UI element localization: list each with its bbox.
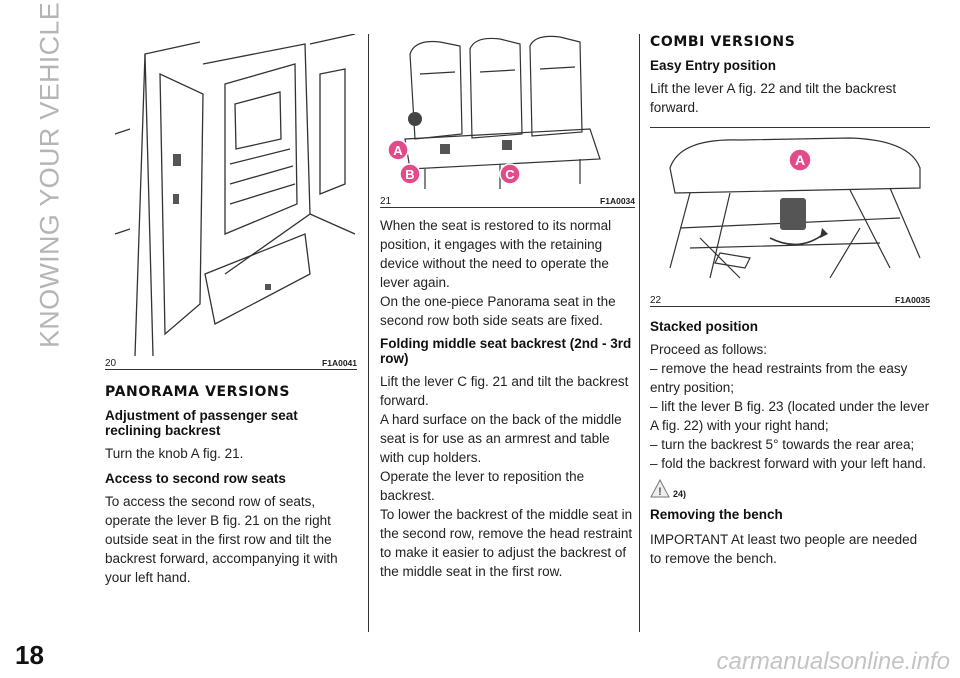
paragraph: When the seat is restored to its normal position, it engages with the retaining device without the need to operate the lever again. [380,218,612,290]
subheading: Stacked position [650,319,759,334]
figure-code: F1A0034 [600,196,635,206]
paragraph: To access the second row of seats, operate the lever B fig. 21 on the right outside seat in the first row and tilt the backrest forward, accompanying it with your left hand. [105,494,338,585]
paragraph: On the one-piece Panorama seat in the second row both side seats are fixed. [380,294,616,328]
section-heading: PANORAMA VERSIONS [105,384,291,400]
paragraph: IMPORTANT At least two people are needed to remove the bench. [650,532,918,566]
figure-number: 21 [380,196,392,207]
column-2 [380,34,635,581]
watermark: carmanualsonline.info [716,648,950,675]
callout-label: B [405,167,415,182]
paragraph: Proceed as follows: [650,342,768,357]
figure-number: 22 [650,295,662,306]
figure-caption [105,356,357,369]
page-number: 18 [15,640,44,670]
warning-number: 24) [673,489,687,499]
subheading: Access to second row seats [105,471,286,486]
column-divider [368,34,369,632]
paragraph: – remove the head restraints from the easy entry position; [650,361,908,395]
section-side-title [20,1,80,349]
figure-22 [650,127,930,307]
column-1 [105,34,357,587]
figure-caption [650,293,930,306]
paragraph: Operate the lever to reposition the backrest. [380,469,585,503]
column-divider [639,34,640,632]
callout-label: A [794,152,806,168]
subheading: Adjustment of passenger seat reclining backrest [105,408,298,438]
seat-frame-illustration [650,128,930,293]
paragraph: Lift the lever A fig. 22 and tilt the backrest forward. [650,81,897,115]
paragraph: – fold the backrest forward with your left hand. [650,456,927,471]
section-heading: COMBI VERSIONS [650,34,796,50]
van-interior-illustration [105,34,357,356]
callout-label: A [393,143,403,158]
figure-code: F1A0041 [322,358,357,368]
column-3 [650,34,930,568]
subheading: Easy Entry position [650,58,777,73]
paragraph: To lower the backrest of the middle seat in the second row, remove the head restraint to make it easier to adjust the backrest of the middle seat in the first row. [380,507,633,579]
paragraph: Lift the lever C fig. 21 and tilt the backrest forward. [380,374,629,408]
subheading: Folding middle seat backrest (2nd - 3rd row) [380,336,632,366]
warning-icon [650,479,670,499]
subheading: Removing the bench [650,507,783,522]
figure-number: 20 [105,358,117,369]
seat-row-illustration [380,34,635,194]
figure-21 [380,34,635,208]
paragraph: A hard surface on the back of the middle seat is for use as an armrest and table with cup holders. [380,412,622,465]
paragraph: Turn the knob A fig. 21. [105,446,244,461]
warning-reference [650,479,930,499]
callout-label: C [505,167,515,182]
section-title-text: KNOWING YOUR VEHICLE [34,1,65,349]
paragraph: – lift the lever B fig. 23 (located under the lever A fig. 22) with your right hand; [650,399,930,433]
figure-caption [380,194,635,207]
figure-20 [105,34,357,370]
figure-code: F1A0035 [895,295,930,305]
paragraph: – turn the backrest 5° towards the rear area; [650,437,915,452]
svg-text:!: ! [658,486,662,498]
